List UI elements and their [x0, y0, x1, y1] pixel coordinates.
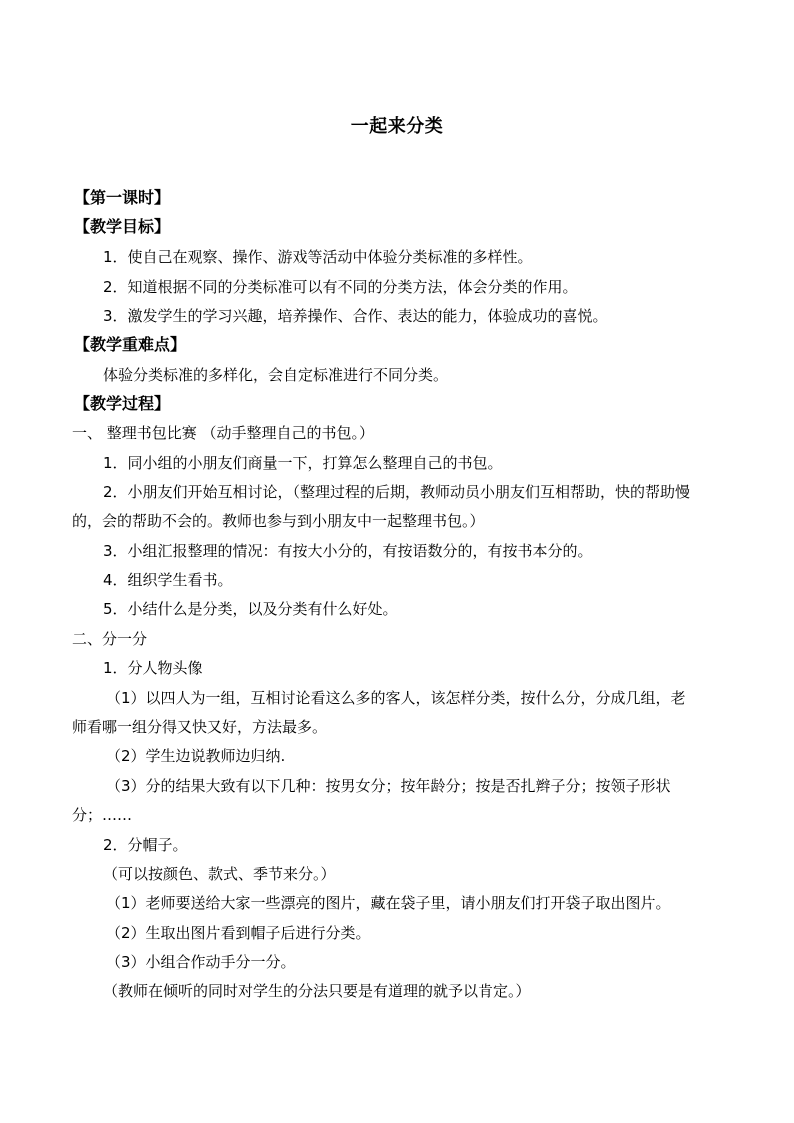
section2-note: （可以按颜色、款式、季节来分。）	[103, 865, 336, 883]
section2-closing-note: （教师在倾听的同时对学生的分法只要是有道理的就予以肯定。）	[103, 982, 531, 1000]
section2-subitem: （3）小组合作动手分一分。	[106, 953, 296, 971]
section2-subitem: （1）以四人为一组，互相讨论看这么多的客人，该怎样分类，按什么分，分成几组，老	[106, 689, 686, 707]
goals-heading: 【教学目标】	[74, 217, 171, 236]
document-title: 一起来分类	[350, 116, 444, 137]
section2-subitem: （2）生取出图片看到帽子后进行分类。	[106, 924, 371, 942]
section1-title: 一、 整理书包比赛 （动手整理自己的书包。）	[72, 424, 375, 442]
section1-step: 1．同小组的小朋友们商量一下，打算怎么整理自己的书包。	[103, 454, 503, 472]
goal-item: 1．使自己在观察、操作、游戏等活动中体验分类标准的多样性。	[103, 248, 533, 266]
section2-subitem: （2）学生边说教师边归纳.	[106, 747, 286, 765]
section2-subitem-cont: 分；……	[72, 806, 133, 824]
goal-item: 3．激发学生的学习兴趣，培养操作、合作、表达的能力，体验成功的喜悦。	[103, 307, 608, 325]
section1-step: 2．小朋友们开始互相讨论，（整理过程的后期，教师动员小朋友们互相帮助，快的帮助慢	[103, 483, 691, 501]
section1-step-cont: 的，会的帮助不会的。教师也参与到小朋友中一起整理书包。）	[72, 512, 485, 530]
process-heading: 【教学过程】	[74, 394, 171, 413]
section1-step: 5．小结什么是分类，以及分类有什么好处。	[103, 600, 398, 618]
goal-item: 2．知道根据不同的分类标准可以有不同的分类方法，体会分类的作用。	[103, 278, 578, 296]
section2-title: 二、分一分	[72, 630, 148, 648]
section2-subitem-cont: 师看哪一组分得又快又好，方法最多。	[72, 718, 328, 736]
section1-step: 3．小组汇报整理的情况：有按大小分的，有按语数分的，有按书本分的。	[103, 542, 593, 560]
key-points-heading: 【教学重难点】	[74, 335, 187, 354]
section2-subitem: （3）分的结果大致有以下几种：按男女分；按年龄分；按是否扎辫子分；按领子形状	[106, 777, 671, 795]
section2-subitem: （1）老师要送给大家一些漂亮的图片，藏在袋子里，请小朋友们打开袋子取出图片。	[106, 894, 671, 912]
section2-item: 2．分帽子。	[103, 836, 188, 854]
section2-item: 1．分人物头像	[103, 659, 203, 677]
section1-step: 4．组织学生看书。	[103, 571, 233, 589]
lesson-heading: 【第一课时】	[74, 188, 171, 207]
key-points-text: 体验分类标准的多样化，会自定标准进行不同分类。	[103, 366, 449, 384]
